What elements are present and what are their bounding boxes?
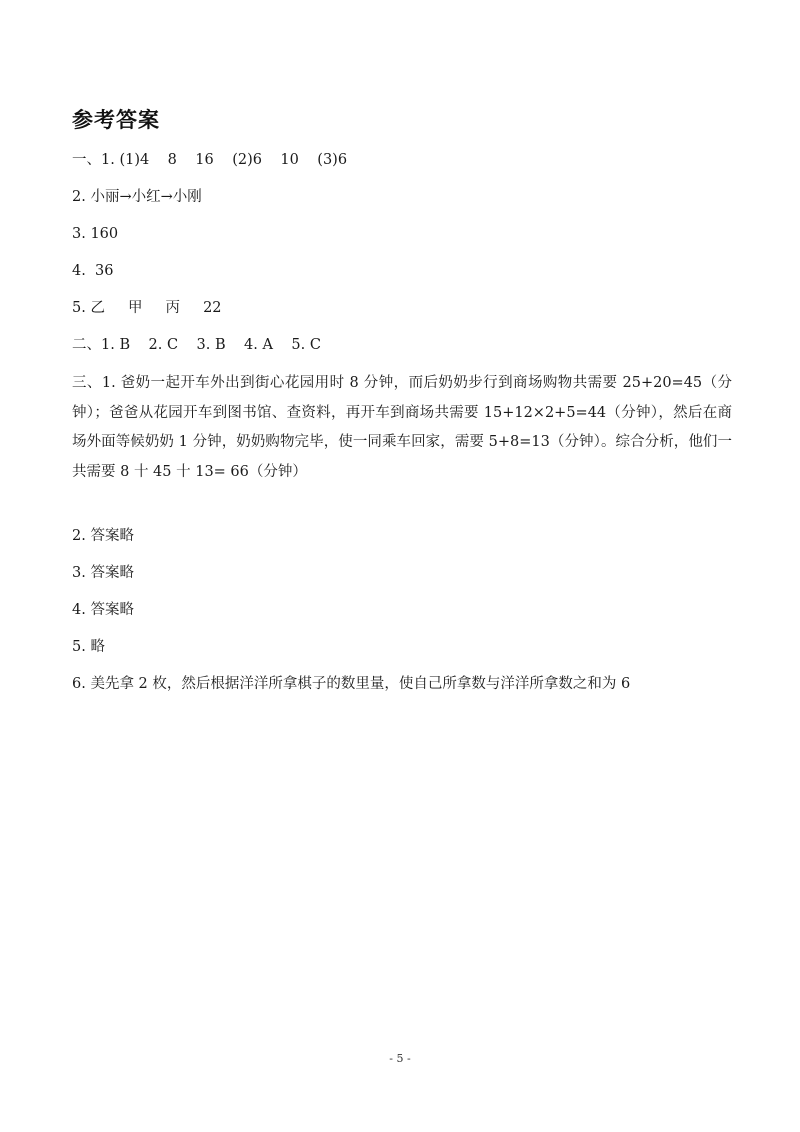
answer-section-3-q4: 4. 答案略 bbox=[72, 602, 134, 618]
answer-section-1-q5: 5. 乙 甲 丙 22 bbox=[72, 300, 222, 316]
answer-section-3-q5: 5. 略 bbox=[72, 639, 105, 655]
page-number: - 5 - bbox=[389, 1052, 411, 1065]
answer-section-3-q6: 6. 美先拿 2 枚，然后根据洋洋所拿棋子的数里量，使自己所拿数与洋洋所拿数之和为 6 bbox=[72, 676, 631, 692]
answer-section-2: 二、1. B 2. C 3. B 4. A 5. C bbox=[72, 337, 321, 353]
answer-section-3-q2: 2. 答案略 bbox=[72, 528, 134, 544]
answer-section-1-q4: 4. 36 bbox=[72, 263, 114, 279]
answer-section-1-q3: 3. 160 bbox=[72, 226, 119, 242]
answer-section-3-q3: 3. 答案略 bbox=[72, 565, 134, 581]
page-title: 参考答案 bbox=[72, 108, 160, 132]
answer-section-1-q2: 2. 小丽→小红→小刚 bbox=[72, 189, 202, 205]
answer-section-3-q1: 三、1. 爸奶一起开车外出到街心花园用时 8 分钟，而后奶奶步行到商场购物共需要 25+20=45（分钟）；爸爸从花园开车到图书馆、查资料，再开车到商场共需要 15+12×2+5=44（分钟），然后在商场外面等候奶奶 1 分钟，奶奶购物完毕，使一同乘车回家，需要 5+8=13（分钟）。综合分析，他们一共需要 8 十 45 十 13= 66（分钟） bbox=[72, 375, 732, 480]
answer-section-1-q1: 一、1. (1)4 8 16 (2)6 10 (3)6 bbox=[72, 152, 348, 168]
